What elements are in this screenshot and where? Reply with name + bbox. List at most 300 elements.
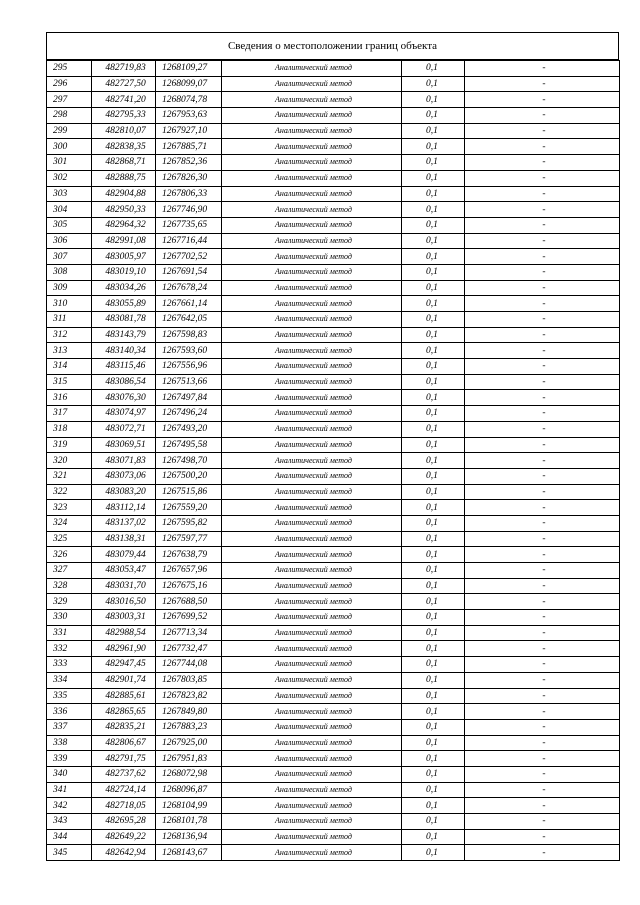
y-coordinate-cell: 1267732,47 — [156, 641, 222, 657]
description-cell: - — [465, 625, 620, 641]
x-coordinate-cell: 483019,10 — [92, 264, 156, 280]
point-number-cell: 297 — [47, 92, 92, 108]
accuracy-cell: 0,1 — [402, 798, 465, 814]
y-coordinate-cell: 1267496,24 — [156, 406, 222, 422]
description-cell: - — [465, 829, 620, 845]
y-coordinate-cell: 1267803,85 — [156, 672, 222, 688]
accuracy-cell: 0,1 — [402, 814, 465, 830]
method-cell: Аналитический метод — [222, 751, 402, 767]
coordinates-table-body — [47, 61, 620, 861]
x-coordinate-cell: 482718,05 — [92, 798, 156, 814]
accuracy-cell: 0,1 — [402, 374, 465, 390]
method-cell: Аналитический метод — [222, 312, 402, 328]
method-cell: Аналитический метод — [222, 76, 402, 92]
boundary-document — [46, 32, 619, 861]
y-coordinate-cell: 1267688,50 — [156, 594, 222, 610]
point-number-cell: 326 — [47, 547, 92, 563]
x-coordinate-cell: 483140,34 — [92, 343, 156, 359]
accuracy-cell: 0,1 — [402, 92, 465, 108]
description-cell: - — [465, 390, 620, 406]
y-coordinate-cell: 1267925,00 — [156, 735, 222, 751]
x-coordinate-cell: 482741,20 — [92, 92, 156, 108]
description-cell: - — [465, 437, 620, 453]
description-cell: - — [465, 578, 620, 594]
accuracy-cell: 0,1 — [402, 610, 465, 626]
method-cell: Аналитический метод — [222, 563, 402, 579]
method-cell: Аналитический метод — [222, 782, 402, 798]
method-cell: Аналитический метод — [222, 735, 402, 751]
method-cell: Аналитический метод — [222, 343, 402, 359]
accuracy-cell: 0,1 — [402, 421, 465, 437]
x-coordinate-cell: 482888,75 — [92, 170, 156, 186]
point-number-cell: 304 — [47, 202, 92, 218]
point-number-cell: 311 — [47, 312, 92, 328]
description-cell: - — [465, 139, 620, 155]
table-row — [47, 814, 620, 830]
table-row — [47, 139, 620, 155]
method-cell: Аналитический метод — [222, 374, 402, 390]
table-row — [47, 704, 620, 720]
point-number-cell: 339 — [47, 751, 92, 767]
coordinates-table — [46, 60, 620, 861]
x-coordinate-cell: 483086,54 — [92, 374, 156, 390]
accuracy-cell: 0,1 — [402, 704, 465, 720]
x-coordinate-cell: 483112,14 — [92, 500, 156, 516]
accuracy-cell: 0,1 — [402, 531, 465, 547]
description-cell: - — [465, 108, 620, 124]
point-number-cell: 342 — [47, 798, 92, 814]
description-cell: - — [465, 327, 620, 343]
table-row — [47, 845, 620, 861]
point-number-cell: 327 — [47, 563, 92, 579]
table-row — [47, 751, 620, 767]
point-number-cell: 296 — [47, 76, 92, 92]
accuracy-cell: 0,1 — [402, 233, 465, 249]
table-row — [47, 610, 620, 626]
x-coordinate-cell: 482806,67 — [92, 735, 156, 751]
method-cell: Аналитический метод — [222, 186, 402, 202]
description-cell: - — [465, 766, 620, 782]
accuracy-cell: 0,1 — [402, 139, 465, 155]
table-row — [47, 406, 620, 422]
table-row — [47, 437, 620, 453]
table-row — [47, 92, 620, 108]
table-row — [47, 468, 620, 484]
y-coordinate-cell: 1267500,20 — [156, 468, 222, 484]
description-cell: - — [465, 406, 620, 422]
method-cell: Аналитический метод — [222, 625, 402, 641]
y-coordinate-cell: 1267515,86 — [156, 484, 222, 500]
x-coordinate-cell: 483074,97 — [92, 406, 156, 422]
x-coordinate-cell: 482964,32 — [92, 217, 156, 233]
x-coordinate-cell: 483031,70 — [92, 578, 156, 594]
method-cell: Аналитический метод — [222, 829, 402, 845]
table-row — [47, 76, 620, 92]
x-coordinate-cell: 483055,89 — [92, 296, 156, 312]
table-row — [47, 374, 620, 390]
method-cell: Аналитический метод — [222, 798, 402, 814]
y-coordinate-cell: 1267885,71 — [156, 139, 222, 155]
table-row — [47, 563, 620, 579]
point-number-cell: 298 — [47, 108, 92, 124]
table-row — [47, 233, 620, 249]
y-coordinate-cell: 1268109,27 — [156, 61, 222, 77]
y-coordinate-cell: 1267699,52 — [156, 610, 222, 626]
description-cell: - — [465, 421, 620, 437]
table-row — [47, 202, 620, 218]
y-coordinate-cell: 1267883,23 — [156, 719, 222, 735]
point-number-cell: 299 — [47, 123, 92, 139]
table-row — [47, 735, 620, 751]
point-number-cell: 341 — [47, 782, 92, 798]
method-cell: Аналитический метод — [222, 202, 402, 218]
accuracy-cell: 0,1 — [402, 547, 465, 563]
point-number-cell: 323 — [47, 500, 92, 516]
table-row — [47, 641, 620, 657]
y-coordinate-cell: 1267497,84 — [156, 390, 222, 406]
x-coordinate-cell: 482961,90 — [92, 641, 156, 657]
description-cell: - — [465, 751, 620, 767]
x-coordinate-cell: 482901,74 — [92, 672, 156, 688]
method-cell: Аналитический метод — [222, 170, 402, 186]
method-cell: Аналитический метод — [222, 814, 402, 830]
description-cell: - — [465, 123, 620, 139]
description-cell: - — [465, 782, 620, 798]
description-cell: - — [465, 61, 620, 77]
x-coordinate-cell: 483034,26 — [92, 280, 156, 296]
method-cell: Аналитический метод — [222, 123, 402, 139]
accuracy-cell: 0,1 — [402, 108, 465, 124]
description-cell: - — [465, 515, 620, 531]
table-row — [47, 296, 620, 312]
table-row — [47, 170, 620, 186]
method-cell: Аналитический метод — [222, 719, 402, 735]
point-number-cell: 300 — [47, 139, 92, 155]
description-cell: - — [465, 484, 620, 500]
description-cell: - — [465, 155, 620, 171]
accuracy-cell: 0,1 — [402, 578, 465, 594]
method-cell: Аналитический метод — [222, 688, 402, 704]
description-cell: - — [465, 249, 620, 265]
description-cell: - — [465, 264, 620, 280]
point-number-cell: 330 — [47, 610, 92, 626]
method-cell: Аналитический метод — [222, 437, 402, 453]
x-coordinate-cell: 482737,62 — [92, 766, 156, 782]
table-row — [47, 531, 620, 547]
y-coordinate-cell: 1267806,33 — [156, 186, 222, 202]
method-cell: Аналитический метод — [222, 421, 402, 437]
method-cell: Аналитический метод — [222, 249, 402, 265]
description-cell: - — [465, 170, 620, 186]
accuracy-cell: 0,1 — [402, 61, 465, 77]
accuracy-cell: 0,1 — [402, 76, 465, 92]
point-number-cell: 313 — [47, 343, 92, 359]
x-coordinate-cell: 483005,97 — [92, 249, 156, 265]
y-coordinate-cell: 1268096,87 — [156, 782, 222, 798]
table-row — [47, 359, 620, 375]
x-coordinate-cell: 483003,31 — [92, 610, 156, 626]
accuracy-cell: 0,1 — [402, 500, 465, 516]
x-coordinate-cell: 483016,50 — [92, 594, 156, 610]
table-row — [47, 249, 620, 265]
description-cell: - — [465, 531, 620, 547]
y-coordinate-cell: 1267597,77 — [156, 531, 222, 547]
y-coordinate-cell: 1268104,99 — [156, 798, 222, 814]
y-coordinate-cell: 1268072,98 — [156, 766, 222, 782]
y-coordinate-cell: 1267713,34 — [156, 625, 222, 641]
x-coordinate-cell: 482947,45 — [92, 657, 156, 673]
method-cell: Аналитический метод — [222, 547, 402, 563]
description-cell: - — [465, 359, 620, 375]
y-coordinate-cell: 1267852,36 — [156, 155, 222, 171]
y-coordinate-cell: 1267675,16 — [156, 578, 222, 594]
method-cell: Аналитический метод — [222, 594, 402, 610]
x-coordinate-cell: 482868,71 — [92, 155, 156, 171]
point-number-cell: 320 — [47, 453, 92, 469]
y-coordinate-cell: 1267513,66 — [156, 374, 222, 390]
description-cell: - — [465, 688, 620, 704]
method-cell: Аналитический метод — [222, 766, 402, 782]
accuracy-cell: 0,1 — [402, 594, 465, 610]
table-row — [47, 421, 620, 437]
point-number-cell: 316 — [47, 390, 92, 406]
accuracy-cell: 0,1 — [402, 672, 465, 688]
accuracy-cell: 0,1 — [402, 515, 465, 531]
x-coordinate-cell: 483143,79 — [92, 327, 156, 343]
x-coordinate-cell: 482950,33 — [92, 202, 156, 218]
table-row — [47, 594, 620, 610]
point-number-cell: 328 — [47, 578, 92, 594]
method-cell: Аналитический метод — [222, 406, 402, 422]
method-cell: Аналитический метод — [222, 578, 402, 594]
accuracy-cell: 0,1 — [402, 359, 465, 375]
accuracy-cell: 0,1 — [402, 406, 465, 422]
table-row — [47, 280, 620, 296]
x-coordinate-cell: 482649,22 — [92, 829, 156, 845]
point-number-cell: 315 — [47, 374, 92, 390]
description-cell: - — [465, 547, 620, 563]
y-coordinate-cell: 1267823,82 — [156, 688, 222, 704]
y-coordinate-cell: 1267678,24 — [156, 280, 222, 296]
x-coordinate-cell: 482695,28 — [92, 814, 156, 830]
method-cell: Аналитический метод — [222, 641, 402, 657]
table-row — [47, 688, 620, 704]
table-row — [47, 217, 620, 233]
description-cell: - — [465, 202, 620, 218]
table-row — [47, 782, 620, 798]
method-cell: Аналитический метод — [222, 484, 402, 500]
accuracy-cell: 0,1 — [402, 437, 465, 453]
accuracy-cell: 0,1 — [402, 202, 465, 218]
y-coordinate-cell: 1268143,67 — [156, 845, 222, 861]
point-number-cell: 306 — [47, 233, 92, 249]
table-row — [47, 390, 620, 406]
point-number-cell: 303 — [47, 186, 92, 202]
accuracy-cell: 0,1 — [402, 123, 465, 139]
y-coordinate-cell: 1267593,60 — [156, 343, 222, 359]
description-cell: - — [465, 814, 620, 830]
point-number-cell: 336 — [47, 704, 92, 720]
description-cell: - — [465, 453, 620, 469]
method-cell: Аналитический метод — [222, 296, 402, 312]
accuracy-cell: 0,1 — [402, 625, 465, 641]
point-number-cell: 307 — [47, 249, 92, 265]
y-coordinate-cell: 1267735,65 — [156, 217, 222, 233]
y-coordinate-cell: 1267702,52 — [156, 249, 222, 265]
x-coordinate-cell: 482885,61 — [92, 688, 156, 704]
table-row — [47, 155, 620, 171]
x-coordinate-cell: 482795,33 — [92, 108, 156, 124]
x-coordinate-cell: 483071,83 — [92, 453, 156, 469]
description-cell: - — [465, 719, 620, 735]
point-number-cell: 308 — [47, 264, 92, 280]
y-coordinate-cell: 1267498,70 — [156, 453, 222, 469]
accuracy-cell: 0,1 — [402, 735, 465, 751]
description-cell: - — [465, 610, 620, 626]
y-coordinate-cell: 1267493,20 — [156, 421, 222, 437]
point-number-cell: 318 — [47, 421, 92, 437]
method-cell: Аналитический метод — [222, 327, 402, 343]
point-number-cell: 295 — [47, 61, 92, 77]
description-cell: - — [465, 374, 620, 390]
x-coordinate-cell: 483115,46 — [92, 359, 156, 375]
table-row — [47, 327, 620, 343]
y-coordinate-cell: 1267746,90 — [156, 202, 222, 218]
point-number-cell: 337 — [47, 719, 92, 735]
x-coordinate-cell: 482810,07 — [92, 123, 156, 139]
table-row — [47, 312, 620, 328]
method-cell: Аналитический метод — [222, 453, 402, 469]
method-cell: Аналитический метод — [222, 139, 402, 155]
y-coordinate-cell: 1267953,63 — [156, 108, 222, 124]
table-row — [47, 672, 620, 688]
accuracy-cell: 0,1 — [402, 657, 465, 673]
table-row — [47, 500, 620, 516]
method-cell: Аналитический метод — [222, 359, 402, 375]
y-coordinate-cell: 1267849,80 — [156, 704, 222, 720]
point-number-cell: 319 — [47, 437, 92, 453]
point-number-cell: 312 — [47, 327, 92, 343]
x-coordinate-cell: 483073,06 — [92, 468, 156, 484]
y-coordinate-cell: 1268074,78 — [156, 92, 222, 108]
table-row — [47, 798, 620, 814]
point-number-cell: 345 — [47, 845, 92, 861]
x-coordinate-cell: 482835,21 — [92, 719, 156, 735]
method-cell: Аналитический метод — [222, 264, 402, 280]
x-coordinate-cell: 482865,65 — [92, 704, 156, 720]
accuracy-cell: 0,1 — [402, 751, 465, 767]
description-cell: - — [465, 217, 620, 233]
x-coordinate-cell: 482727,50 — [92, 76, 156, 92]
accuracy-cell: 0,1 — [402, 468, 465, 484]
accuracy-cell: 0,1 — [402, 217, 465, 233]
method-cell: Аналитический метод — [222, 657, 402, 673]
accuracy-cell: 0,1 — [402, 170, 465, 186]
accuracy-cell: 0,1 — [402, 343, 465, 359]
y-coordinate-cell: 1268099,07 — [156, 76, 222, 92]
table-row — [47, 547, 620, 563]
table-row — [47, 578, 620, 594]
method-cell: Аналитический метод — [222, 704, 402, 720]
accuracy-cell: 0,1 — [402, 484, 465, 500]
method-cell: Аналитический метод — [222, 845, 402, 861]
description-cell: - — [465, 641, 620, 657]
point-number-cell: 335 — [47, 688, 92, 704]
description-cell: - — [465, 594, 620, 610]
description-cell: - — [465, 92, 620, 108]
point-number-cell: 302 — [47, 170, 92, 186]
table-row — [47, 657, 620, 673]
description-cell: - — [465, 845, 620, 861]
method-cell: Аналитический метод — [222, 92, 402, 108]
x-coordinate-cell: 482988,54 — [92, 625, 156, 641]
accuracy-cell: 0,1 — [402, 264, 465, 280]
y-coordinate-cell: 1267661,14 — [156, 296, 222, 312]
x-coordinate-cell: 482838,35 — [92, 139, 156, 155]
point-number-cell: 334 — [47, 672, 92, 688]
accuracy-cell: 0,1 — [402, 766, 465, 782]
method-cell: Аналитический метод — [222, 280, 402, 296]
point-number-cell: 329 — [47, 594, 92, 610]
description-cell: - — [465, 468, 620, 484]
table-row — [47, 108, 620, 124]
y-coordinate-cell: 1267744,08 — [156, 657, 222, 673]
table-row — [47, 515, 620, 531]
description-cell: - — [465, 343, 620, 359]
description-cell: - — [465, 657, 620, 673]
accuracy-cell: 0,1 — [402, 563, 465, 579]
x-coordinate-cell: 482904,88 — [92, 186, 156, 202]
method-cell: Аналитический метод — [222, 468, 402, 484]
x-coordinate-cell: 483083,20 — [92, 484, 156, 500]
point-number-cell: 344 — [47, 829, 92, 845]
description-cell: - — [465, 280, 620, 296]
method-cell: Аналитический метод — [222, 672, 402, 688]
accuracy-cell: 0,1 — [402, 641, 465, 657]
y-coordinate-cell: 1267716,44 — [156, 233, 222, 249]
x-coordinate-cell: 483079,44 — [92, 547, 156, 563]
description-cell: - — [465, 672, 620, 688]
accuracy-cell: 0,1 — [402, 782, 465, 798]
y-coordinate-cell: 1267951,83 — [156, 751, 222, 767]
method-cell: Аналитический метод — [222, 390, 402, 406]
y-coordinate-cell: 1267598,83 — [156, 327, 222, 343]
point-number-cell: 309 — [47, 280, 92, 296]
table-row — [47, 719, 620, 735]
point-number-cell: 333 — [47, 657, 92, 673]
accuracy-cell: 0,1 — [402, 845, 465, 861]
accuracy-cell: 0,1 — [402, 719, 465, 735]
method-cell: Аналитический метод — [222, 610, 402, 626]
accuracy-cell: 0,1 — [402, 155, 465, 171]
accuracy-cell: 0,1 — [402, 390, 465, 406]
y-coordinate-cell: 1267559,20 — [156, 500, 222, 516]
table-row — [47, 453, 620, 469]
description-cell: - — [465, 798, 620, 814]
point-number-cell: 301 — [47, 155, 92, 171]
description-cell: - — [465, 563, 620, 579]
point-number-cell: 340 — [47, 766, 92, 782]
method-cell: Аналитический метод — [222, 61, 402, 77]
point-number-cell: 314 — [47, 359, 92, 375]
description-cell: - — [465, 312, 620, 328]
description-cell: - — [465, 233, 620, 249]
point-number-cell: 317 — [47, 406, 92, 422]
point-number-cell: 338 — [47, 735, 92, 751]
x-coordinate-cell: 482724,14 — [92, 782, 156, 798]
x-coordinate-cell: 482642,94 — [92, 845, 156, 861]
point-number-cell: 331 — [47, 625, 92, 641]
